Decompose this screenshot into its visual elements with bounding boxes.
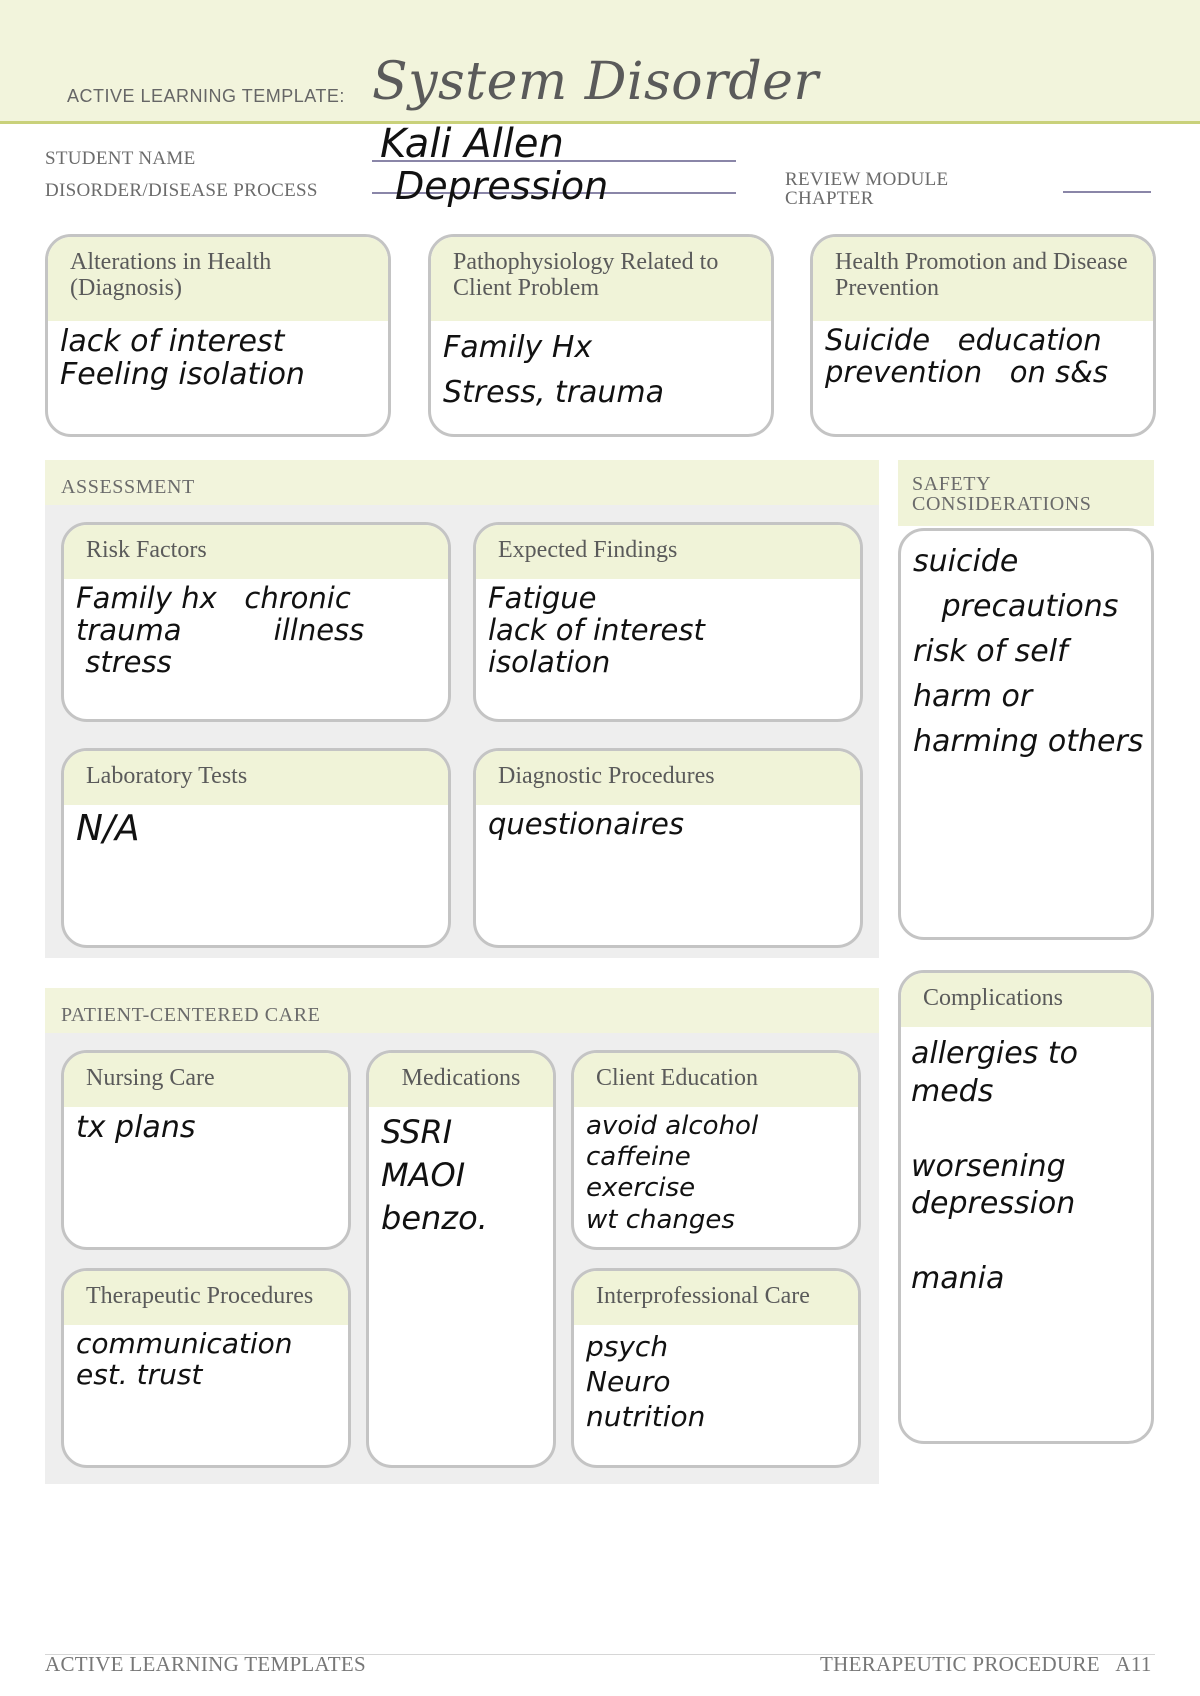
expected-findings-box (473, 522, 863, 722)
patient-centered-care-label: PATIENT-CENTERED CARE (61, 1004, 321, 1026)
laboratory-tests-content[interactable]: N/A (76, 808, 140, 849)
diagnostic-procedures-title: Diagnostic Procedures (476, 751, 860, 805)
risk-factors-box (61, 522, 451, 722)
interprofessional-care-title: Interprofessional Care (574, 1271, 858, 1325)
complications-box (898, 970, 1154, 1444)
nursing-care-box (61, 1050, 351, 1250)
template-title: System Disorder (372, 52, 819, 112)
review-module-field[interactable] (1063, 191, 1151, 193)
alterations-box (45, 234, 391, 437)
nursing-care-content[interactable]: tx plans (76, 1110, 196, 1145)
safety-box (898, 528, 1154, 940)
health-promotion-content[interactable]: Suicide education prevention on s&s (825, 323, 1108, 389)
assessment-label: ASSESSMENT (61, 476, 195, 498)
footer-right: THERAPEUTIC PROCEDURE A11 (820, 1652, 1152, 1676)
laboratory-tests-box (61, 748, 451, 948)
nursing-care-title: Nursing Care (64, 1053, 348, 1107)
therapeutic-procedures-title: Therapeutic Procedures (64, 1271, 348, 1325)
review-module-label: REVIEW MODULE CHAPTER (785, 169, 949, 209)
laboratory-tests-title: Laboratory Tests (64, 751, 448, 805)
template-label: ACTIVE LEARNING TEMPLATE: (67, 86, 345, 106)
pathophysiology-content[interactable]: Family Hx Stress, trauma (443, 330, 665, 410)
student-name-label: STUDENT NAME (45, 148, 196, 169)
complications-title: Complications (901, 973, 1151, 1027)
pathophysiology-title: Pathophysiology Related to Client Problem (431, 237, 771, 321)
client-education-content[interactable]: avoid alcohol caffeine exercise wt changes (586, 1111, 759, 1235)
pathophysiology-box (428, 234, 774, 437)
safety-label: SAFETY CONSIDERATIONS (898, 460, 1154, 526)
interprofessional-care-box (571, 1268, 861, 1468)
safety-content[interactable]: suicide precautions risk of self harm or harming others (913, 544, 1144, 759)
medications-title: Medications (369, 1053, 553, 1107)
disorder-field[interactable]: Depression (395, 164, 609, 208)
client-education-title: Client Education (574, 1053, 858, 1107)
client-education-box (571, 1050, 861, 1250)
student-name-field[interactable]: Kali Allen (380, 121, 564, 167)
interprofessional-care-content[interactable]: psych Neuro nutrition (586, 1330, 706, 1433)
therapeutic-procedures-content[interactable]: communication est. trust (76, 1327, 293, 1391)
disorder-label: DISORDER/DISEASE PROCESS (45, 180, 318, 201)
expected-findings-title: Expected Findings (476, 525, 860, 579)
therapeutic-procedures-box (61, 1268, 351, 1468)
complications-content[interactable]: allergies to meds worsening depression mania (911, 1036, 1078, 1296)
expected-findings-content[interactable]: Fatigue lack of interest isolation (488, 581, 705, 679)
health-promotion-title: Health Promotion and Disease Prevention (813, 237, 1153, 321)
alterations-title: Alterations in Health (Diagnosis) (48, 237, 388, 321)
footer-left: ACTIVE LEARNING TEMPLATES (45, 1652, 366, 1676)
medications-content[interactable]: SSRI MAOI benzo. (381, 1113, 488, 1238)
diagnostic-procedures-box (473, 748, 863, 948)
health-promotion-box (810, 234, 1156, 437)
risk-factors-content[interactable]: Family hx chronic trauma illness stress (76, 581, 365, 679)
medications-box (366, 1050, 556, 1468)
alterations-content[interactable]: lack of interest Feeling isolation (60, 324, 305, 392)
diagnostic-procedures-content[interactable]: questionaires (488, 807, 684, 841)
risk-factors-title: Risk Factors (64, 525, 448, 579)
